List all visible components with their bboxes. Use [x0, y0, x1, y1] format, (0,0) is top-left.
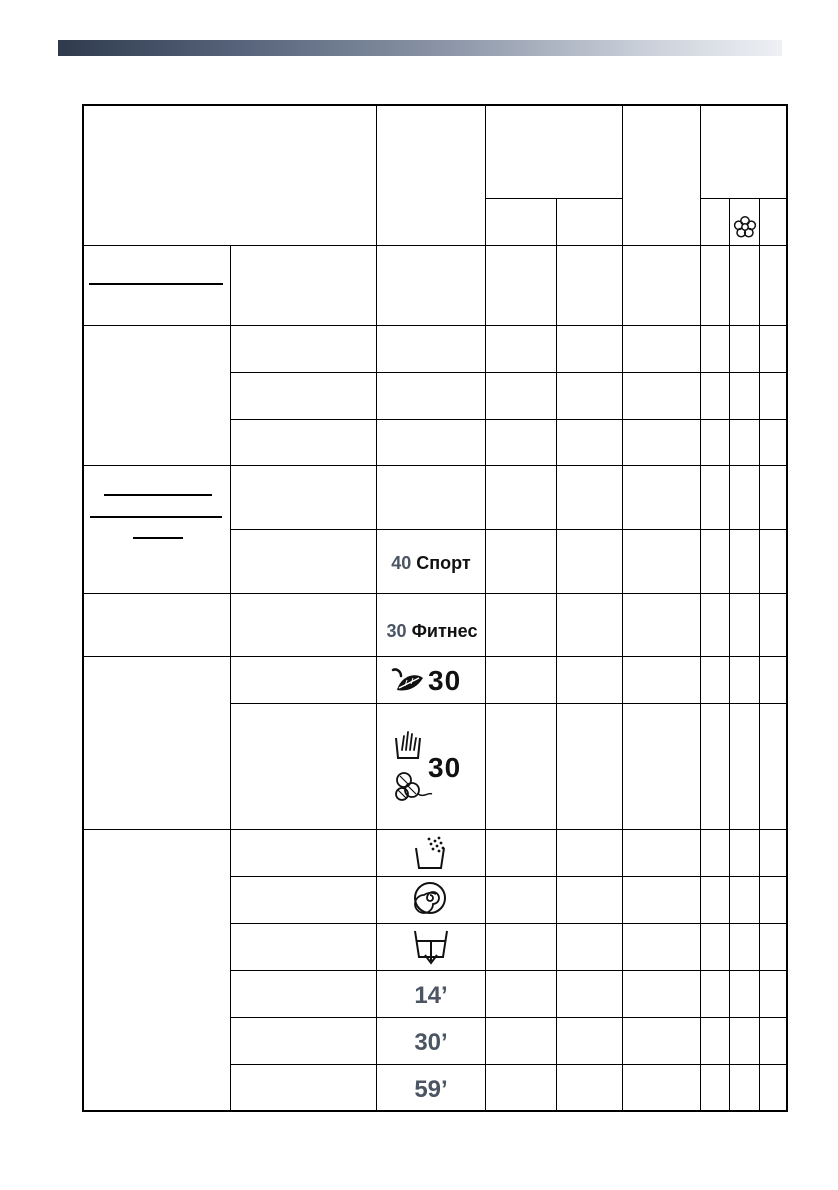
wool-temp: 30	[428, 752, 462, 783]
col-divider-det	[700, 106, 701, 1110]
program-fitness-temp: 30	[386, 621, 407, 641]
col-divider-program	[376, 106, 377, 1110]
delicate-temp: 30	[428, 665, 462, 696]
header-gradient-bar	[58, 40, 782, 56]
col-divider-load	[622, 106, 623, 1110]
program-sport-label	[377, 553, 485, 574]
program-fitness-label	[374, 621, 490, 642]
program-sport-temp: 40	[391, 553, 412, 573]
flower-icon	[732, 214, 758, 240]
row-line	[230, 529, 786, 530]
row-line	[230, 876, 786, 877]
category-underline	[89, 283, 223, 285]
row-line	[230, 419, 786, 420]
row-line	[84, 829, 786, 830]
program-sport-name: Спорт	[416, 553, 471, 573]
category-underline	[104, 494, 212, 496]
col-divider-sub	[556, 198, 557, 1110]
row-line	[230, 1064, 786, 1065]
row-line	[84, 656, 786, 657]
quick-program-59: 59’	[414, 1076, 448, 1103]
row-line	[230, 703, 786, 704]
row-line	[230, 1017, 786, 1018]
spin-icon	[413, 881, 447, 915]
col-divider-det-b	[729, 198, 730, 1110]
row-line	[84, 325, 786, 326]
header-subline-temp	[485, 198, 622, 199]
col-divider-symbol	[485, 106, 486, 1110]
row-line	[230, 970, 786, 971]
program-fitness-name: Фитнес	[411, 621, 478, 641]
row-line	[230, 372, 786, 373]
drain-icon	[411, 927, 451, 967]
rinse-icon	[413, 834, 447, 870]
header-subline-detergent	[700, 198, 786, 199]
feather-icon	[387, 664, 427, 698]
quick-program-30: 30’	[414, 1029, 448, 1056]
row-line	[84, 593, 786, 594]
row-line-header	[84, 245, 786, 246]
row-line	[84, 465, 786, 466]
col-divider-category	[230, 245, 231, 1110]
category-underline	[133, 537, 183, 539]
quick-program-14: 14’	[414, 982, 448, 1009]
row-line	[230, 923, 786, 924]
category-underline	[90, 516, 222, 518]
col-divider-det-c	[759, 198, 760, 1110]
